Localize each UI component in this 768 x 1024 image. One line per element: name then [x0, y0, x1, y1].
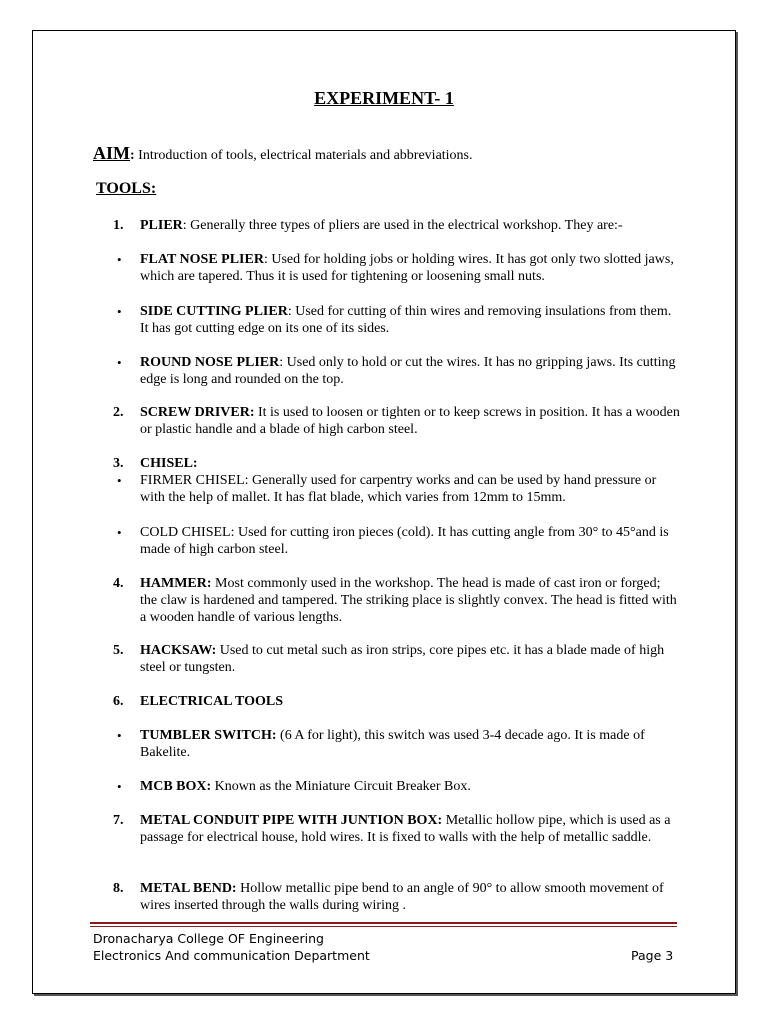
item-number: 2. [113, 405, 124, 420]
item-screw-driver: SCREW DRIVER: It is used to loosen or tighten or to keep screws in position. It has a wooden or plastic handle and a blade of high carbon steel. [140, 405, 680, 437]
bullet-icon: • [117, 304, 122, 319]
item-hacksaw: HACKSAW: Used to cut metal such as iron strips, core pipes etc. it has a blade made of high steel or tungsten. [140, 643, 665, 675]
footer-rule-thin [90, 926, 677, 927]
item-chisel: CHISEL: [140, 456, 198, 471]
footer-rule [90, 922, 677, 924]
item-flat-nose-plier: FLAT NOSE PLIER: Used for holding jobs or holding wires. It has got only two slotted jaws, which are tapered. Thus it is used for tightening or loosening small nuts. [140, 252, 674, 284]
item-number: 5. [113, 643, 124, 658]
bullet-icon: • [117, 355, 122, 370]
aim-text: Introduction of tools, electrical materials and abbreviations. [134, 148, 473, 163]
item-metal-conduit-pipe: METAL CONDUIT PIPE WITH JUNTION BOX: Metallic hollow pipe, which is used as a passage for electrical house, hold wires. It is fixed to walls with the help of metallic saddle. [140, 813, 671, 845]
footer-department: Electronics And communication Department [93, 948, 370, 963]
item-number: 8. [113, 881, 124, 896]
item-cold-chisel: COLD CHISEL: Used for cutting iron pieces (cold). It has cutting angle from 30° to 45°and is made of high carbon steel. [140, 525, 669, 557]
footer-college: Dronacharya College OF Engineering [93, 931, 324, 946]
item-number: 7. [113, 813, 124, 828]
tools-heading: TOOLS: [96, 180, 157, 197]
item-tumbler-switch: TUMBLER SWITCH: (6 A for light), this switch was used 3-4 decade ago. It is made of Bakelite. [140, 728, 645, 760]
bullet-icon: • [117, 473, 122, 488]
bullet-icon: • [117, 525, 122, 540]
item-number: 1. [113, 218, 124, 233]
item-metal-bend: METAL BEND: Hollow metallic pipe bend to an angle of 90° to allow smooth movement of wires inserted through the walls during wiring . [140, 881, 664, 913]
item-number: 6. [113, 694, 124, 709]
bullet-icon: • [117, 252, 122, 267]
aim-line: AIM: Introduction of tools, electrical materials and abbreviations. [93, 143, 473, 163]
page-title: EXPERIMENT- 1 [314, 88, 454, 108]
item-firmer-chisel: FIRMER CHISEL: Generally used for carpentry works and can be used by hand pressure or with the help of mallet. It has flat blade, which varies from 12mm to 15mm. [140, 473, 657, 505]
bullet-icon: • [117, 728, 122, 743]
item-number: 3. [113, 456, 124, 471]
aim-label: AIM [93, 143, 130, 163]
page-border [32, 30, 736, 994]
bullet-icon: • [117, 779, 122, 794]
item-round-nose-plier: ROUND NOSE PLIER: Used only to hold or cut the wires. It has no gripping jaws. Its cutting edge is long and rounded on the top. [140, 355, 676, 387]
item-hammer: HAMMER: Most commonly used in the workshop. The head is made of cast iron or forged; the claw is hardened and tampered. The striking place is slightly convex. The head is fitted with a wooden handle of various lengths. [140, 576, 677, 625]
item-side-cutting-plier: SIDE CUTTING PLIER: Used for cutting of thin wires and removing insulations from them. It has got cutting edge on its one of its sides. [140, 304, 672, 336]
item-number: 4. [113, 576, 124, 591]
item-plier: PLIER: Generally three types of pliers are used in the electrical workshop. They are:- [140, 218, 623, 233]
item-electrical-tools: ELECTRICAL TOOLS [140, 694, 284, 709]
page-number: Page 3 [631, 948, 674, 963]
item-mcb-box: MCB BOX: Known as the Miniature Circuit Breaker Box. [140, 779, 471, 794]
